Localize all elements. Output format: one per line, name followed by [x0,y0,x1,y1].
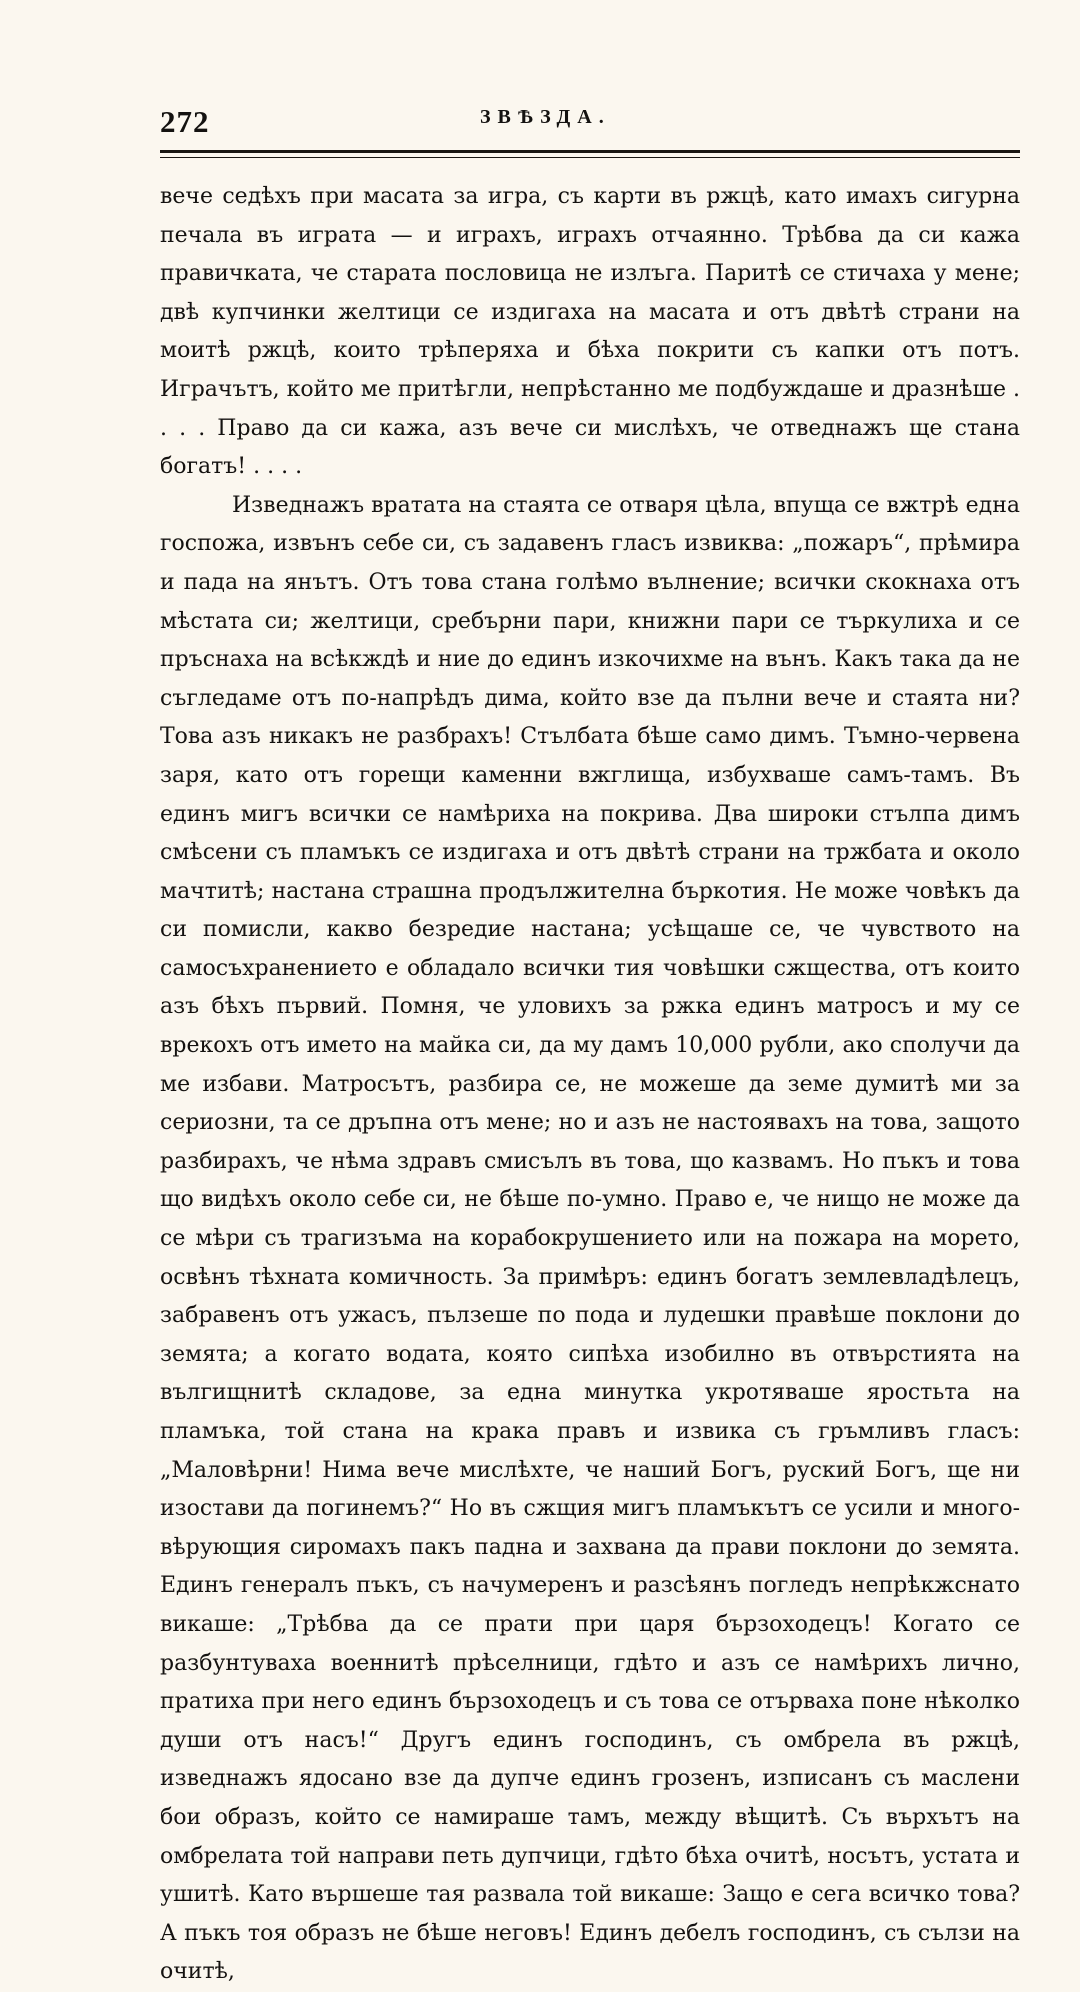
page-header [160,96,1020,148]
paragraph-2: Изведнажъ вратата на стаята се отваря цѣла, впуща се вжтрѣ една госпожа, извънъ себе си, съ задавенъ гласъ извиква: „пожаръ“, прѣмира и пада на янътъ. Отъ това стана голѣмо вълнение; всички скокнаха отъ мѣстата си; желтици, сребърни пари, книжни пари се търкулиха и се пръснаха на всѣкждѣ и ние до единъ изкочихме на вънъ. Какъ така да не съгледаме отъ по-напрѣдъ дима, който взе да пълни вече и стаята ни? Това азъ никакъ не разбрахъ! Стълбата бѣше само димъ. Тъмно-червена заря, като отъ горещи каменни вжглища, избухваше самъ-тамъ. Въ единъ мигъ всички се намѣриха на покрива. Два широки стълпа димъ смѣсени съ пламъкъ се издигаха и отъ двѣтѣ страни на тржбата и около мачтитѣ; настана страшна продължителна бъркотия. Не може човѣкъ да си помисли, какво безредие настана; усѣщаше се, че чувството на самосъхранението е обладало всички тия човѣшки сжщества, отъ които азъ бѣхъ първий. Помня, че уловихъ за ржка единъ матросъ и му се врекохъ отъ името на майка си, да му дамъ 10,000 рубли, ако сполучи да ме избави. Матросътъ, разбира се, не можеше да земе думитѣ ми за сериозни, та се дръпна отъ мене; но и азъ не настоявахъ на това, защото разбирахъ, че нѣма здравъ смисълъ въ това, що казвамъ. Но пъкъ и това що видѣхъ около себе си, не бѣше по-умно. Право е, че нищо не може да се мѣри съ трагизъма на корабокрушението или на пожара на морето, освѣнъ тѣхната комичность. За примѣръ: единъ богатъ землевладѣлецъ, забравенъ отъ ужасъ, пълзеше по пода и лудешки правѣше поклони до земята; а когато водата, която сипѣха изобилно въ отвърстията на вългищнитѣ складове, за една минутка укротяваше яростьта на пламъка, той стана на крака правъ и извика съ гръмливъ гласъ: „Маловѣрни! Нима вече мислѣхте, че наший Богъ, руский Богъ, ще ни изостави да погинемъ?“ Но въ сжщия мигъ пламъкътъ се усили и много-вѣрующия сиромахъ пакъ падна и захвана да прави поклони до земята. Единъ генералъ пъкъ, съ начумеренъ и разсѣянъ погледъ непрѣкжснато викаше: „Трѣбва да се прати при царя бързоходецъ! Когато се разбунтуваха военнитѣ прѣселници, гдѣто и азъ се намѣрихъ лично, пратиха при него единъ бързоходецъ и съ това се отърваха поне нѣколко души отъ насъ!“ Другъ единъ господинъ, съ омбрела въ ржцѣ, изведнажъ ядосано взе да дупче единъ грозенъ, изписанъ съ маслени бои образъ, който се намираше тамъ, между вѣщитѣ. Съ върхътъ на омбрелата той направи петь дупчици, гдѣто бѣха очитѣ, носътъ, устата и ушитѣ. Като вършеше тая развала той викаше: Защо е сега всичко това? А пъкъ тоя образъ не бѣше неговъ! Единъ дебелъ господинъ, съ сълзи на очитѣ, [160,492,1020,1985]
body-text [160,178,1020,1992]
running-title: ЗВѢЗДА. [480,106,611,128]
header-rule [160,150,1020,158]
page-number: 272 [160,104,210,139]
paragraph-1: вече седѣхъ при масата за игра, съ карти въ ржцѣ, като имахъ сигурна печала въ играта — и играхъ, играхъ отчаянно. Трѣбва да си кажа правичката, че старата пословица не излъга. Паритѣ се стичаха у мене; двѣ купчинки желтици се издигаха на масата и отъ двѣтѣ страни на моитѣ ржцѣ, които трѣперяха и бѣха покрити съ капки отъ потъ. Играчътъ, който ме притѣгли, непрѣстанно ме подбуждаше и дразнѣше . . . . Право да си кажа, азъ вече си мислѣхъ, че отведнажъ ще стана богатъ! . . . . [160,184,1020,480]
